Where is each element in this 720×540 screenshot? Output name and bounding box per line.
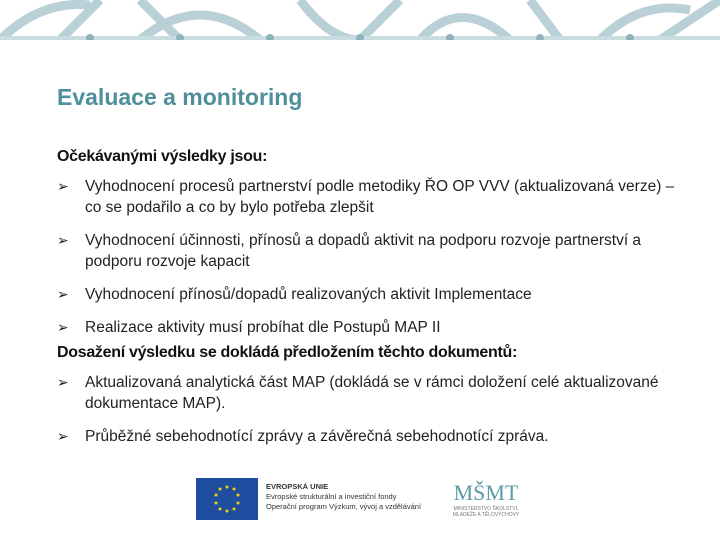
arrow-bullet-icon: ➢	[57, 319, 69, 335]
eu-line: Evropské strukturální a investiční fondy	[266, 492, 397, 501]
msmt-text: MINISTERSTVO ŠKOLSTVÍ, MLÁDEŽE A TĚLOVÝCHOVY	[452, 506, 520, 518]
item-text: Vyhodnocení účinnosti, přínosů a dopadů aktivit na podporu rozvoje partnerství a podporu rozvoje kapacit	[85, 232, 642, 270]
slide-title: Evaluace a monitoring	[57, 84, 303, 110]
list-item	[57, 230, 677, 272]
arrow-bullet-icon: ➢	[57, 286, 69, 302]
arrow-bullet-icon: ➢	[57, 374, 69, 390]
eu-text	[266, 482, 421, 512]
list-item	[57, 176, 677, 218]
msmt-logo	[446, 480, 526, 518]
list-item	[57, 426, 677, 447]
item-text: Průběžné sebehodnotící zprávy a závěrečná sebehodnotící zpráva.	[85, 428, 549, 445]
list-item	[57, 372, 677, 414]
arrow-bullet-icon: ➢	[57, 232, 69, 248]
slide-content	[57, 148, 677, 459]
msmt-mark: MŠMT	[453, 480, 519, 505]
eu-line: Operační program Výzkum, vývoj a vzdělávání	[266, 502, 422, 511]
arrow-bullet-icon: ➢	[57, 178, 69, 194]
list-item	[57, 317, 677, 338]
section-heading: Očekávanými výsledky jsou:	[57, 148, 268, 165]
footer-logos	[196, 476, 536, 522]
eu-line: EVROPSKÁ UNIE	[266, 482, 329, 491]
section-heading: Dosažení výsledku se dokládá předložením těchto dokumentů:	[57, 344, 518, 361]
decorative-banner	[0, 0, 720, 40]
arrow-bullet-icon: ➢	[57, 428, 69, 444]
item-text: Aktualizovaná analytická část MAP (dokládá se v rámci doložení celé aktualizované dokumentace MAP).	[85, 374, 659, 412]
item-text: Realizace aktivity musí probíhat dle Postupů MAP II	[85, 319, 441, 336]
item-text: Vyhodnocení přínosů/dopadů realizovaných aktivit Implementace	[85, 286, 532, 303]
item-text: Vyhodnocení procesů partnerství podle metodiky ŘO OP VVV (aktualizovaná verze) – co se podařilo a co by bylo potřeba zlepšit	[85, 178, 675, 216]
eu-flag-icon	[196, 478, 258, 520]
list-item	[57, 284, 677, 305]
